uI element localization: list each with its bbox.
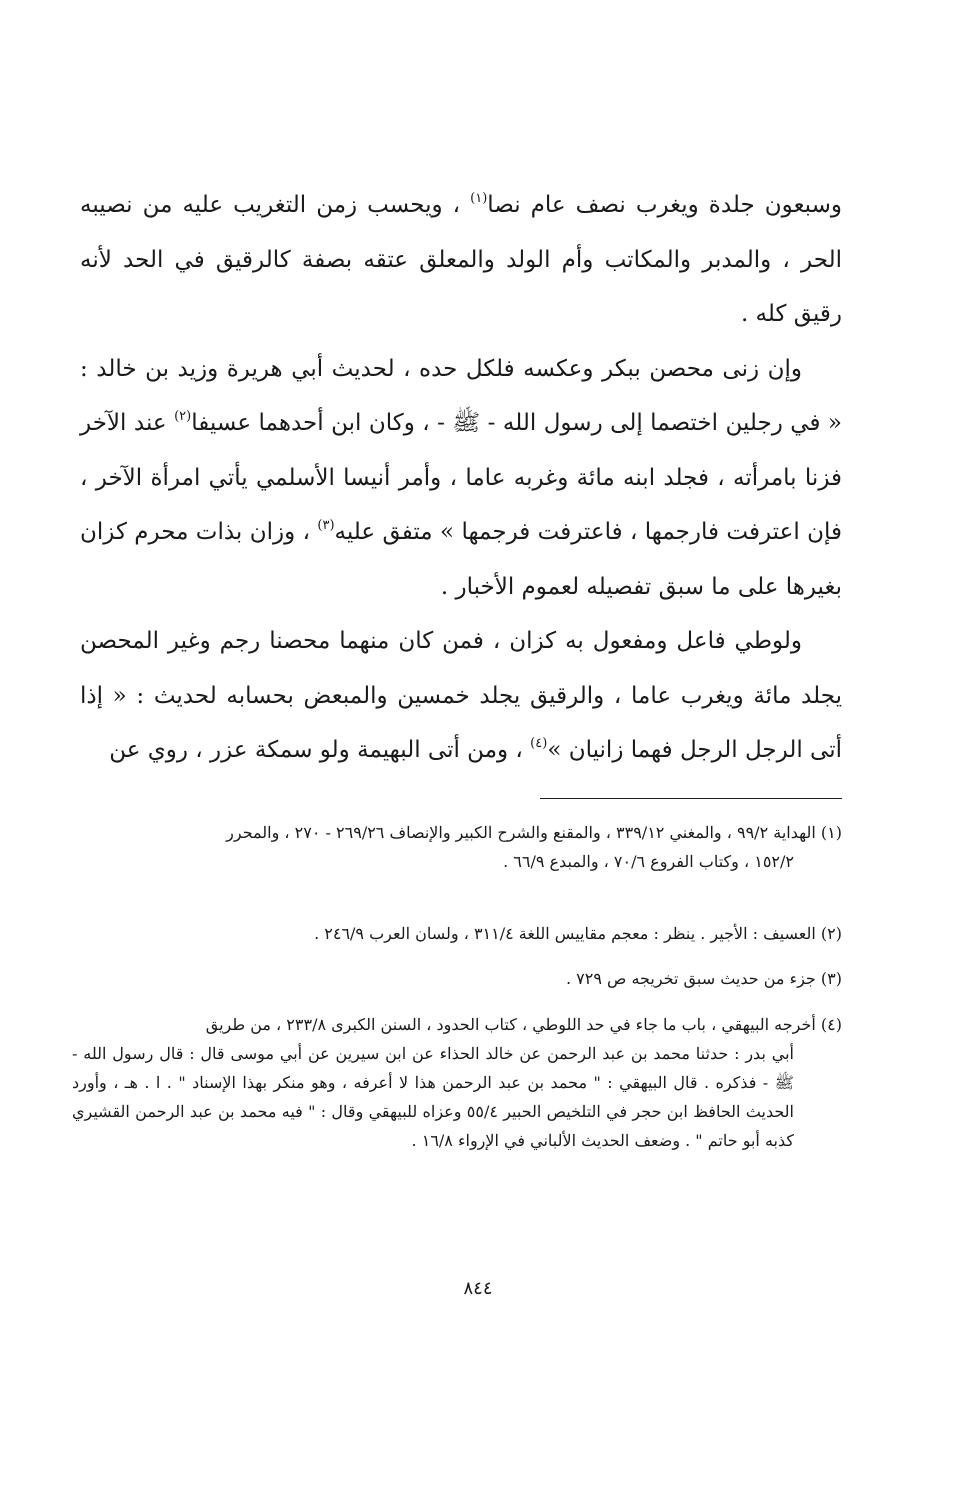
text-run: وسبعون جلدة ويغرب نصف عام نصا — [487, 192, 842, 218]
footnote-3 — [72, 964, 842, 993]
paragraph — [80, 614, 842, 778]
footnote-separator — [540, 798, 842, 799]
footnote-text: أبي بدر : حدثنا محمد بن عبد الرحمن عن خالد الحذاء عن ابن سيرين عن أبي موسى قال : قال رسول الله - ﷺ - فذكره . قال البيهقي : " محمد بن عبد الرحمن هذا لا أعرفه ، وهو منكر بهذا الإسناد " . ا . هـ ، وأورد الحديث الحافظ ابن حجر في التلخيص الحبير ٥٥/٤ وعزاه للبيهقي وقال : " فيه محمد بن عبد الرحمن القشيري كذبه أبو حاتم " . وضعف الحديث الألباني في الإرواء ١٦/٨ . — [72, 1044, 794, 1150]
footnote-ref[interactable]: (٣) — [317, 518, 335, 533]
footnote-text: أخرجه البيهقي ، باب ما جاء في حد اللوطي ، كتاب الحدود ، السنن الكبرى ٢٣٣/٨ ، من طريق — [205, 1015, 816, 1034]
main-text — [80, 178, 842, 778]
text-run: ، وزان بذات محرم كزان بغيرها على ما سبق تفصيله لعموم الأخبار . — [80, 519, 842, 600]
text-run: ولوطي فاعل ومفعول به كزان ، فمن كان منهما محصنا رجم وغير المحصن يجلد مائة ويغرب عاما ، والرقيق يجلد خمسين والمبعض بحسابه لحديث : « إذا أتى الرجل الرجل فهما زانيان » — [80, 628, 842, 763]
text-run: عند الآخر فزنا بامرأته ، فجلد ابنه مائة وغربه عاما ، وأمر أنيسا الأسلمي يأتي امرأة الآخر ، فإن اعترفت فارجمها ، فاعترفت فرجمها » متفق عليه — [80, 410, 842, 545]
page-number: ٨٤٤ — [463, 1278, 493, 1299]
footnote-number: (٣) — [820, 969, 842, 988]
footnote-number: (٤) — [820, 1015, 842, 1034]
footnote-text: جزء من حديث سبق تخريجه ص ٧٢٩ . — [566, 969, 816, 988]
footnote-text: العسيف : الأجير . ينظر : معجم مقاييس اللغة ٣١١/٤ ، ولسان العرب ٢٤٦/٩ . — [314, 924, 816, 943]
footnote-text: الهداية ٩٩/٢ ، والمغني ٣٣٩/١٢ ، والمقنع والشرح الكبير والإنصاف ٢٦٩/٢٦ - ٢٧٠ ، والمحرر — [226, 823, 816, 842]
footnote-ref[interactable]: (٤) — [530, 736, 548, 751]
footnote-ref[interactable]: (٢) — [174, 409, 192, 424]
footnote-number: (٢) — [820, 924, 842, 943]
paragraph — [80, 342, 842, 615]
text-run: ، ويحسب زمن التغريب عليه من نصيبه الحر ، والمدبر والمكاتب وأم الولد والمعلق عتقه بصفة كالرقيق في الحد لأنه رقيق كله . — [80, 192, 842, 327]
paragraph — [80, 178, 842, 342]
footnote-number: (١) — [820, 823, 842, 842]
footnote-4 — [72, 1010, 842, 1155]
footnote-text: ١٥٢/٢ ، وكتاب الفروع ٧٠/٦ ، والمبدع ٦٦/٩ . — [503, 852, 794, 871]
footnote-ref[interactable]: (١) — [470, 191, 488, 206]
text-run: ، ومن أتى البهيمة ولو سمكة عزر ، روي عن — [109, 737, 531, 763]
footnote-1 — [72, 818, 842, 876]
footnote-2 — [72, 919, 842, 948]
text-run: وإن زنى محصن ببكر وعكسه فلكل حده ، لحديث أبي هريرة وزيد بن خالد : « في رجلين اختصما إلى رسول الله - ﷺ - ، وكان ابن أحدهما عسيفا — [80, 355, 842, 436]
